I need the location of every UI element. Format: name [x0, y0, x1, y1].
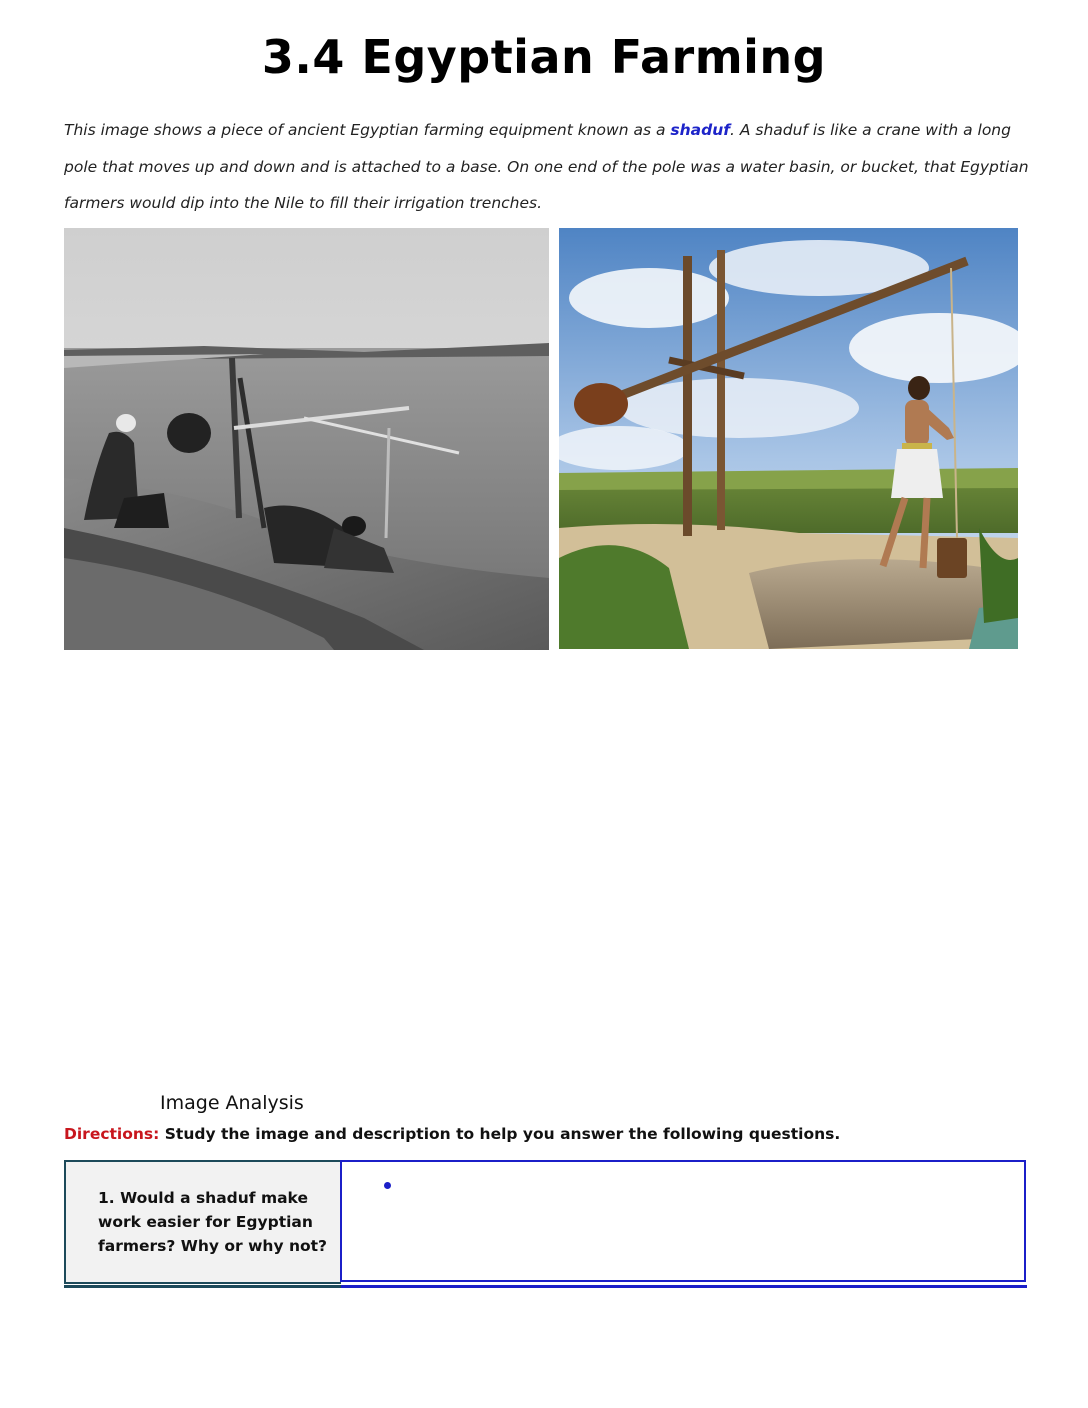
image-analysis-heading: Image Analysis: [160, 1092, 304, 1114]
shaduf-illustration: [559, 228, 1018, 649]
page-title: 3.4 Egyptian Farming: [261, 30, 827, 84]
question-cell: [64, 1160, 341, 1284]
answer-bullet: [384, 1182, 391, 1189]
table-rule-blue: [341, 1285, 1027, 1288]
intro-text-end: . A shaduf is like a crane with a long pole that moves up and down and is attached to a base. On one end of the pole was a water basin, or bucket, that Egyptian farmers would dip into the Nile to fill their irrigation trenches.: [64, 121, 1029, 212]
directions-text: Study the image and description to help you answer the following questions.: [159, 1125, 841, 1143]
question-table: [64, 1160, 1026, 1282]
table-rule-dark: [64, 1285, 341, 1288]
answer-1-field[interactable]: [340, 1160, 1026, 1282]
question-1-text: 1. Would a shaduf make work easier for Egyptian farmers? Why or why not?: [98, 1189, 328, 1255]
directions: [64, 1125, 840, 1143]
directions-label: Directions:: [64, 1125, 160, 1143]
intro-paragraph: [64, 112, 1030, 222]
intro-text-start: This image shows a piece of ancient Egyptian farming equipment known as a: [64, 121, 671, 139]
shaduf-historic-photo: [64, 228, 549, 650]
shaduf-keyword: shaduf: [670, 121, 730, 139]
